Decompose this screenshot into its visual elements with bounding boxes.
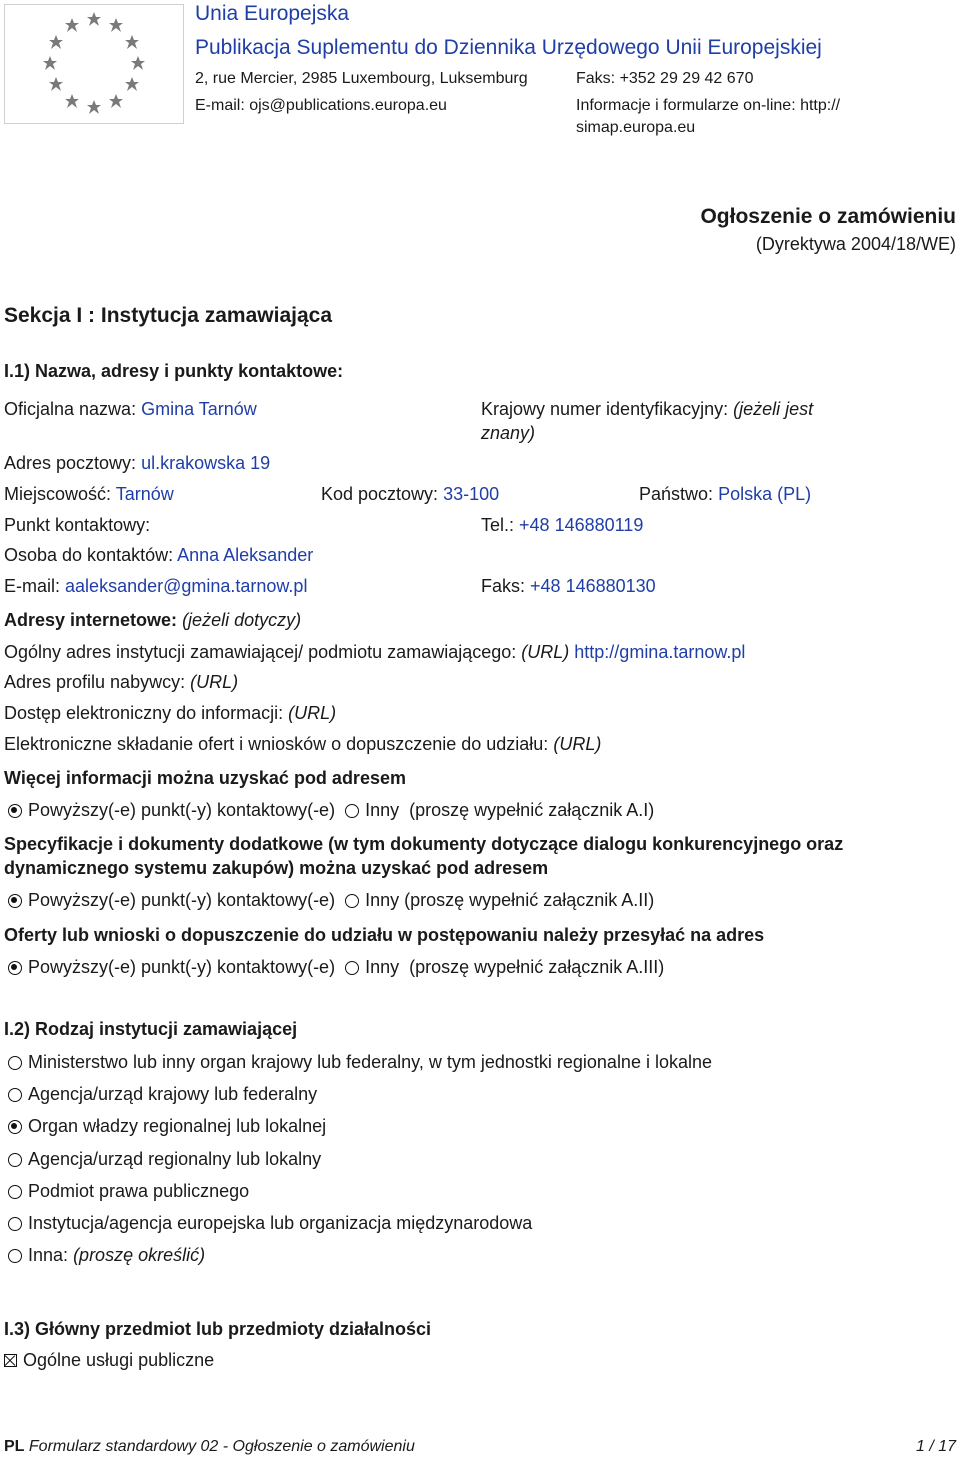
radio-selected-icon[interactable]: [8, 1120, 22, 1134]
radio-empty-icon[interactable]: [8, 1217, 22, 1231]
radio-selected-icon[interactable]: [8, 961, 22, 975]
opt-above-label: Powyższy(-e) punkt(-y) kontaktowy(-e): [28, 800, 336, 820]
radio-empty-icon[interactable]: [8, 1056, 22, 1070]
internet-addresses-label: Adresy internetowe:: [4, 610, 178, 630]
notice-directive: (Dyrektywa 2004/18/WE): [755, 234, 956, 254]
official-name-label: Oficjalna nazwa:: [4, 399, 137, 419]
tel-label: Tel.:: [481, 515, 515, 535]
radio-empty-icon[interactable]: [345, 961, 359, 975]
contact-point-label: Punkt kontaktowy:: [4, 515, 151, 535]
activity-item: [4, 1350, 214, 1371]
opt-above-label: Powyższy(-e) punkt(-y) kontaktowy(-e): [28, 957, 336, 977]
email-value[interactable]: aaleksander@gmina.tarnow.pl: [65, 576, 308, 596]
header-address: 2, rue Mercier, 2985 Luxembourg, Luksemburg: [195, 70, 528, 87]
general-address-label: Ogólny adres instytucji zamawiającej/ podmiotu zamawiającego:: [4, 642, 517, 662]
header-fax: Faks: +352 29 29 42 670: [576, 70, 754, 87]
electronic-access-label: Dostęp elektroniczny do informacji:: [4, 703, 284, 723]
checked-box-icon[interactable]: [4, 1354, 17, 1367]
buyer-profile-url-hint: (URL): [190, 672, 239, 692]
official-name-value: Gmina Tarnów: [141, 399, 257, 419]
authority-type-item[interactable]: Organ władzy regionalnej lub lokalnej: [8, 1116, 326, 1137]
footer-form-name: Formularz standardowy 02 - Ogłoszenie o zamówieniu: [28, 1438, 415, 1455]
more-info-options: [8, 800, 654, 821]
subsection-2-title: I.2) Rodzaj instytucji zamawiającej: [4, 1019, 298, 1039]
national-id-label: Krajowy numer identyfikacyjny:: [481, 399, 729, 419]
header-info-line2[interactable]: simap.europa.eu: [576, 119, 696, 136]
activity-label: Ogólne usługi publiczne: [23, 1350, 215, 1370]
footer-lang: PL: [4, 1438, 25, 1455]
eu-stars-icon: [5, 5, 183, 123]
opt-other-label: Inny: [365, 957, 400, 977]
postcode-value: 33-100: [443, 484, 500, 504]
electronic-access-url-hint: (URL): [288, 703, 337, 723]
footer-page-number: 1 / 17: [915, 1438, 956, 1455]
more-info-title: Więcej informacji można uzyskać pod adresem: [4, 768, 406, 788]
electronic-submission-url-hint: (URL): [553, 734, 602, 754]
notice-title: Ogłoszenie o zamówieniu: [700, 205, 956, 228]
fax-label: Faks:: [481, 576, 526, 596]
buyer-profile-label: Adres profilu nabywcy:: [4, 672, 186, 692]
offers-title: Oferty lub wnioski o dopuszczenie do udziału w postępowaniu należy przesyłać na adres: [4, 925, 765, 945]
header-org: Unia Europejska: [195, 2, 350, 25]
specs-title-line-1: Specyfikacje i dokumenty dodatkowe (w tym dokumenty dotyczące dialogu konkurencyjnego oraz: [4, 834, 844, 854]
authority-type-item[interactable]: Ministerstwo lub inny organ krajowy lub federalny, w tym jednostki regionalne i lokalne: [8, 1052, 712, 1073]
general-address-url-hint: (URL): [521, 642, 570, 662]
other-hint: (proszę określić): [73, 1245, 206, 1265]
electronic-submission-label: Elektroniczne składanie ofert i wniosków o dopuszczenie do udziału:: [4, 734, 549, 754]
contact-person-value: Anna Aleksander: [177, 545, 314, 565]
header-info-line1[interactable]: Informacje i formularze on-line: http://: [576, 97, 841, 114]
country-value: Polska (PL): [718, 484, 812, 504]
subsection-1-title: I.1) Nazwa, adresy i punkty kontaktowe:: [4, 361, 344, 381]
radio-empty-icon[interactable]: [8, 1153, 22, 1167]
specs-title-line-2: dynamicznego systemu zakupów) można uzyskać pod adresem: [4, 858, 549, 878]
opt-above-label: Powyższy(-e) punkt(-y) kontaktowy(-e): [28, 890, 336, 910]
header-email[interactable]: E-mail: ojs@publications.europa.eu: [195, 97, 447, 114]
authority-type-item[interactable]: Agencja/urząd krajowy lub federalny: [8, 1084, 317, 1105]
offers-options: [8, 957, 664, 978]
radio-selected-icon[interactable]: [8, 804, 22, 818]
tel-value: +48 146880119: [519, 515, 644, 535]
specs-options: [8, 890, 654, 911]
postal-address-label: Adres pocztowy:: [4, 453, 137, 473]
radio-empty-icon[interactable]: [8, 1249, 22, 1263]
authority-type-item[interactable]: Inna: (proszę określić): [8, 1245, 205, 1266]
authority-type-item[interactable]: Agencja/urząd regionalny lub lokalny: [8, 1149, 321, 1170]
email-label: E-mail:: [4, 576, 61, 596]
radio-empty-icon[interactable]: [345, 804, 359, 818]
postal-address-value: ul.krakowska 19: [141, 453, 271, 473]
postcode-label: Kod pocztowy:: [321, 484, 439, 504]
national-id-hint-1: (jeżeli jest: [733, 399, 814, 419]
subsection-3-title: I.3) Główny przedmiot lub przedmioty działalności: [4, 1319, 432, 1339]
radio-empty-icon[interactable]: [8, 1185, 22, 1199]
authority-type-item[interactable]: Podmiot prawa publicznego: [8, 1181, 249, 1202]
radio-empty-icon[interactable]: [345, 894, 359, 908]
contact-person-label: Osoba do kontaktów:: [4, 545, 174, 565]
annex-a3-label: (proszę wypełnić załącznik A.III): [409, 957, 665, 977]
country-label: Państwo:: [639, 484, 714, 504]
internet-addresses-hint: (jeżeli dotyczy): [182, 610, 302, 630]
header-publication: Publikacja Suplementu do Dziennika Urzędowego Unii Europejskiej: [195, 36, 822, 59]
annex-a2-label: (proszę wypełnić załącznik A.II): [404, 890, 655, 910]
authority-type-item[interactable]: Instytucja/agencja europejska lub organizacja międzynarodowa: [8, 1213, 532, 1234]
eu-flag-logo: [4, 4, 184, 124]
opt-other-label: Inny: [365, 890, 400, 910]
annex-a1-label: (proszę wypełnić załącznik A.I): [409, 800, 655, 820]
radio-selected-icon[interactable]: [8, 894, 22, 908]
town-label: Miejscowość:: [4, 484, 112, 504]
opt-other-label: Inny: [365, 800, 400, 820]
general-address-link[interactable]: http://gmina.tarnow.pl: [574, 642, 746, 662]
section-title: Sekcja I : Instytucja zamawiająca: [4, 304, 333, 327]
national-id-hint-2: znany): [481, 423, 536, 443]
fax-value: +48 146880130: [530, 576, 656, 596]
town-value: Tarnów: [115, 484, 174, 504]
radio-empty-icon[interactable]: [8, 1088, 22, 1102]
